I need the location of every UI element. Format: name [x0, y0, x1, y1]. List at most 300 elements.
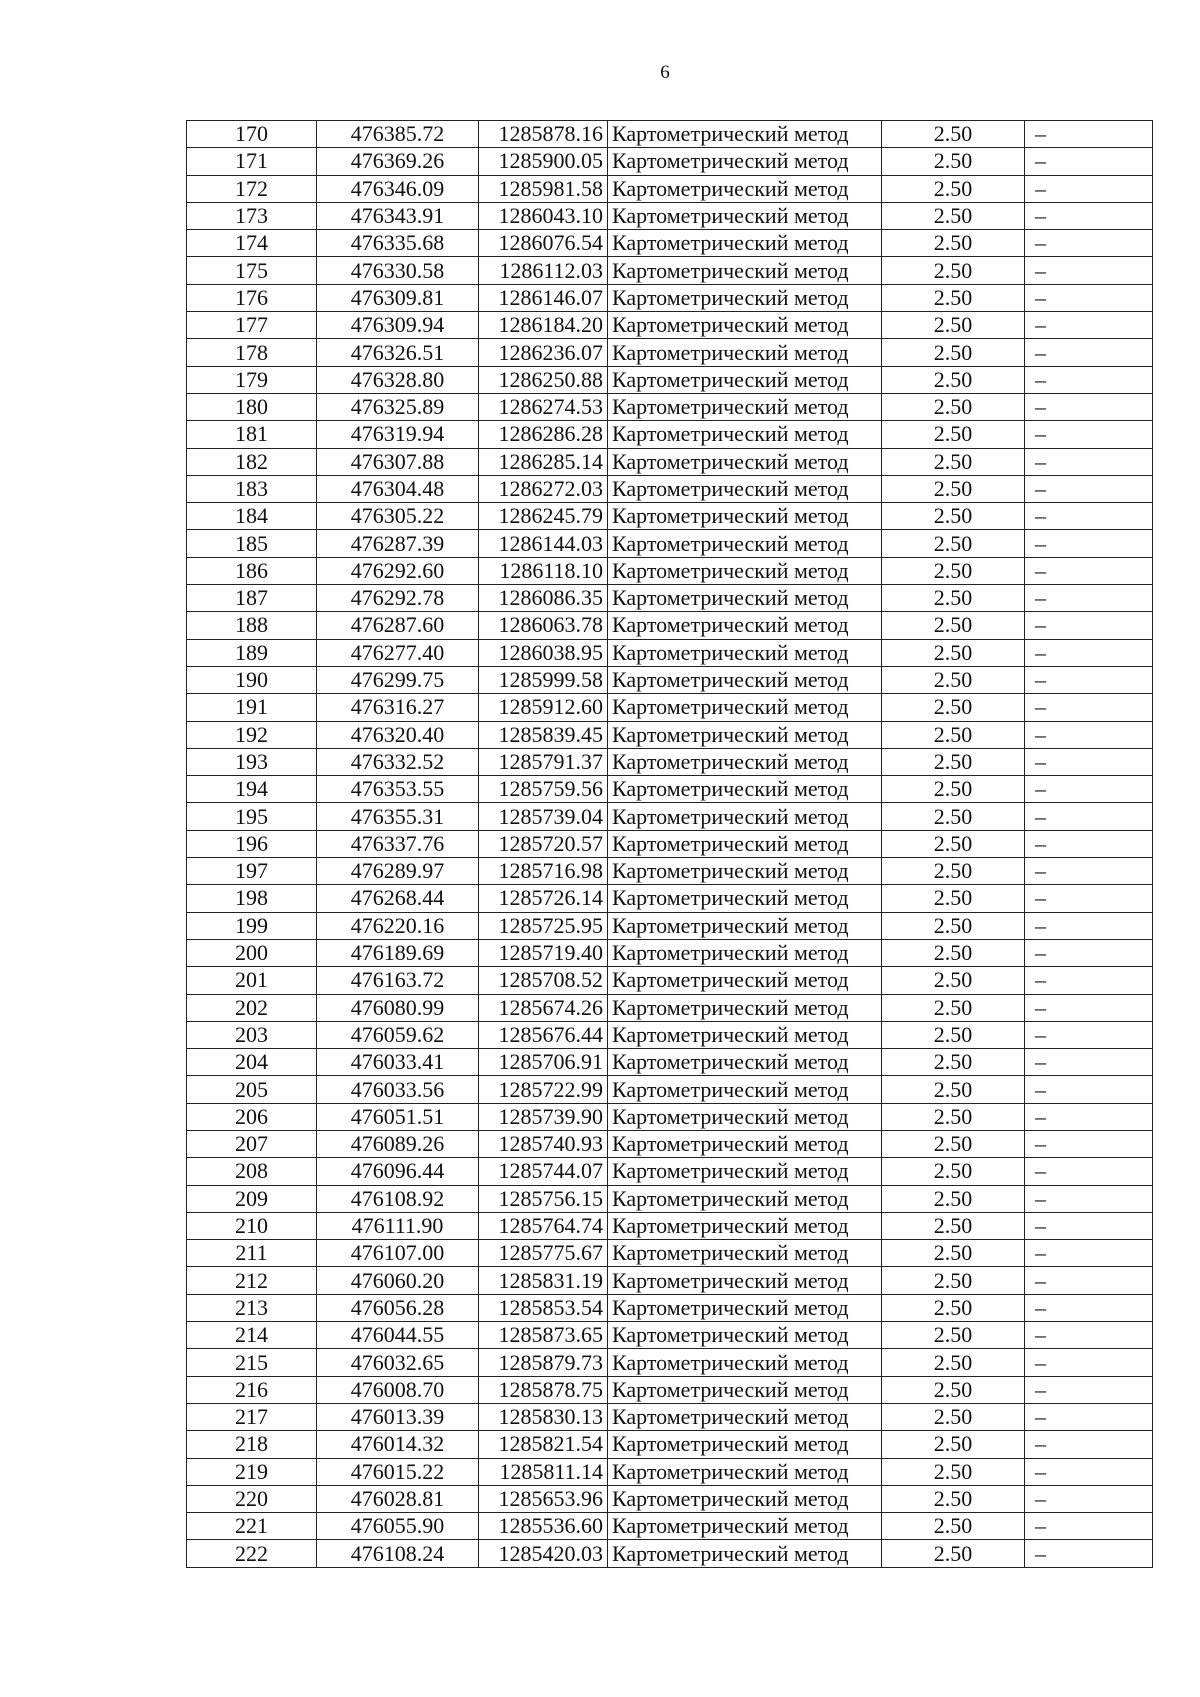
point-number-cell: 210 — [187, 1212, 317, 1239]
accuracy-cell: 2.50 — [882, 612, 1025, 639]
accuracy-cell: 2.50 — [882, 721, 1025, 748]
point-number-cell: 220 — [187, 1485, 317, 1512]
y-coordinate-cell: 1286236.07 — [479, 339, 608, 366]
accuracy-cell: 2.50 — [882, 339, 1025, 366]
description-cell: – — [1025, 503, 1153, 530]
x-coordinate-cell: 476319.94 — [317, 421, 479, 448]
table-row — [187, 257, 1153, 284]
x-coordinate-cell: 476089.26 — [317, 1130, 479, 1157]
y-coordinate-cell: 1285706.91 — [479, 1049, 608, 1076]
accuracy-cell: 2.50 — [882, 939, 1025, 966]
method-cell: Картометрический метод — [608, 148, 882, 175]
x-coordinate-cell: 476292.60 — [317, 557, 479, 584]
y-coordinate-cell: 1286038.95 — [479, 639, 608, 666]
accuracy-cell: 2.50 — [882, 448, 1025, 475]
accuracy-cell: 2.50 — [882, 1349, 1025, 1376]
accuracy-cell: 2.50 — [882, 1076, 1025, 1103]
accuracy-cell: 2.50 — [882, 1431, 1025, 1458]
accuracy-cell: 2.50 — [882, 1049, 1025, 1076]
x-coordinate-cell: 476044.55 — [317, 1322, 479, 1349]
method-cell: Картометрический метод — [608, 1540, 882, 1567]
accuracy-cell: 2.50 — [882, 503, 1025, 530]
table-row — [187, 557, 1153, 584]
description-cell: – — [1025, 1076, 1153, 1103]
table-row — [187, 858, 1153, 885]
method-cell: Картометрический метод — [608, 530, 882, 557]
y-coordinate-cell: 1285708.52 — [479, 967, 608, 994]
x-coordinate-cell: 476013.39 — [317, 1403, 479, 1430]
y-coordinate-cell: 1285900.05 — [479, 148, 608, 175]
table-row — [187, 1212, 1153, 1239]
x-coordinate-cell: 476328.80 — [317, 366, 479, 393]
method-cell: Картометрический метод — [608, 1049, 882, 1076]
x-coordinate-cell: 476055.90 — [317, 1513, 479, 1540]
method-cell: Картометрический метод — [608, 121, 882, 148]
method-cell: Картометрический метод — [608, 585, 882, 612]
point-number-cell: 186 — [187, 557, 317, 584]
point-number-cell: 195 — [187, 803, 317, 830]
x-coordinate-cell: 476096.44 — [317, 1158, 479, 1185]
description-cell: – — [1025, 912, 1153, 939]
method-cell: Картометрический метод — [608, 1103, 882, 1130]
point-number-cell: 174 — [187, 230, 317, 257]
table-row — [187, 530, 1153, 557]
description-cell: – — [1025, 939, 1153, 966]
x-coordinate-cell: 476060.20 — [317, 1267, 479, 1294]
x-coordinate-cell: 476337.76 — [317, 830, 479, 857]
point-number-cell: 221 — [187, 1513, 317, 1540]
accuracy-cell: 2.50 — [882, 530, 1025, 557]
y-coordinate-cell: 1286272.03 — [479, 475, 608, 502]
accuracy-cell: 2.50 — [882, 1540, 1025, 1567]
accuracy-cell: 2.50 — [882, 1376, 1025, 1403]
description-cell: – — [1025, 1267, 1153, 1294]
table-row — [187, 639, 1153, 666]
point-number-cell: 216 — [187, 1376, 317, 1403]
method-cell: Картометрический метод — [608, 967, 882, 994]
point-number-cell: 189 — [187, 639, 317, 666]
table-row — [187, 939, 1153, 966]
method-cell: Картометрический метод — [608, 1076, 882, 1103]
x-coordinate-cell: 476299.75 — [317, 666, 479, 693]
point-number-cell: 214 — [187, 1322, 317, 1349]
y-coordinate-cell: 1285811.14 — [479, 1458, 608, 1485]
x-coordinate-cell: 476108.92 — [317, 1185, 479, 1212]
y-coordinate-cell: 1285791.37 — [479, 748, 608, 775]
point-number-cell: 206 — [187, 1103, 317, 1130]
table-row — [187, 967, 1153, 994]
table-row — [187, 1513, 1153, 1540]
x-coordinate-cell: 476369.26 — [317, 148, 479, 175]
description-cell: – — [1025, 748, 1153, 775]
method-cell: Картометрический метод — [608, 393, 882, 420]
method-cell: Картометрический метод — [608, 230, 882, 257]
method-cell: Картометрический метод — [608, 912, 882, 939]
accuracy-cell: 2.50 — [882, 1158, 1025, 1185]
x-coordinate-cell: 476304.48 — [317, 475, 479, 502]
y-coordinate-cell: 1285831.19 — [479, 1267, 608, 1294]
method-cell: Картометрический метод — [608, 1376, 882, 1403]
table-row — [187, 393, 1153, 420]
description-cell: – — [1025, 721, 1153, 748]
y-coordinate-cell: 1286285.14 — [479, 448, 608, 475]
accuracy-cell: 2.50 — [882, 393, 1025, 420]
point-number-cell: 219 — [187, 1458, 317, 1485]
accuracy-cell: 2.50 — [882, 1240, 1025, 1267]
description-cell: – — [1025, 994, 1153, 1021]
description-cell: – — [1025, 284, 1153, 311]
y-coordinate-cell: 1285775.67 — [479, 1240, 608, 1267]
point-number-cell: 213 — [187, 1294, 317, 1321]
x-coordinate-cell: 476292.78 — [317, 585, 479, 612]
accuracy-cell: 2.50 — [882, 1403, 1025, 1430]
x-coordinate-cell: 476056.28 — [317, 1294, 479, 1321]
x-coordinate-cell: 476277.40 — [317, 639, 479, 666]
accuracy-cell: 2.50 — [882, 1130, 1025, 1157]
method-cell: Картометрический метод — [608, 1322, 882, 1349]
y-coordinate-cell: 1285420.03 — [479, 1540, 608, 1567]
description-cell: – — [1025, 830, 1153, 857]
x-coordinate-cell: 476307.88 — [317, 448, 479, 475]
table-row — [187, 1076, 1153, 1103]
description-cell: – — [1025, 639, 1153, 666]
x-coordinate-cell: 476309.94 — [317, 312, 479, 339]
point-number-cell: 199 — [187, 912, 317, 939]
table-row — [187, 448, 1153, 475]
x-coordinate-cell: 476108.24 — [317, 1540, 479, 1567]
table-row — [187, 121, 1153, 148]
accuracy-cell: 2.50 — [882, 475, 1025, 502]
method-cell: Картометрический метод — [608, 421, 882, 448]
table-row — [187, 721, 1153, 748]
table-row — [187, 230, 1153, 257]
y-coordinate-cell: 1285536.60 — [479, 1513, 608, 1540]
y-coordinate-cell: 1286184.20 — [479, 312, 608, 339]
y-coordinate-cell: 1286118.10 — [479, 557, 608, 584]
x-coordinate-cell: 476051.51 — [317, 1103, 479, 1130]
accuracy-cell: 2.50 — [882, 994, 1025, 1021]
table-row — [187, 612, 1153, 639]
point-number-cell: 194 — [187, 776, 317, 803]
accuracy-cell: 2.50 — [882, 639, 1025, 666]
description-cell: – — [1025, 339, 1153, 366]
description-cell: – — [1025, 1376, 1153, 1403]
method-cell: Картометрический метод — [608, 175, 882, 202]
x-coordinate-cell: 476326.51 — [317, 339, 479, 366]
description-cell: – — [1025, 1349, 1153, 1376]
point-number-cell: 203 — [187, 1021, 317, 1048]
table-row — [187, 202, 1153, 229]
table-row — [187, 694, 1153, 721]
table-row — [187, 912, 1153, 939]
x-coordinate-cell: 476163.72 — [317, 967, 479, 994]
description-cell: – — [1025, 1212, 1153, 1239]
y-coordinate-cell: 1285719.40 — [479, 939, 608, 966]
point-number-cell: 170 — [187, 121, 317, 148]
method-cell: Картометрический метод — [608, 1158, 882, 1185]
description-cell: – — [1025, 1185, 1153, 1212]
x-coordinate-cell: 476287.39 — [317, 530, 479, 557]
x-coordinate-cell: 476325.89 — [317, 393, 479, 420]
y-coordinate-cell: 1285726.14 — [479, 885, 608, 912]
point-number-cell: 178 — [187, 339, 317, 366]
description-cell: – — [1025, 803, 1153, 830]
table-row — [187, 1376, 1153, 1403]
y-coordinate-cell: 1285873.65 — [479, 1322, 608, 1349]
point-number-cell: 198 — [187, 885, 317, 912]
table-row — [187, 148, 1153, 175]
x-coordinate-cell: 476332.52 — [317, 748, 479, 775]
description-cell: – — [1025, 967, 1153, 994]
x-coordinate-cell: 476343.91 — [317, 202, 479, 229]
description-cell: – — [1025, 230, 1153, 257]
point-number-cell: 180 — [187, 393, 317, 420]
description-cell: – — [1025, 1513, 1153, 1540]
description-cell: – — [1025, 557, 1153, 584]
y-coordinate-cell: 1286144.03 — [479, 530, 608, 557]
table-row — [187, 284, 1153, 311]
x-coordinate-cell: 476355.31 — [317, 803, 479, 830]
table-row — [187, 1267, 1153, 1294]
method-cell: Картометрический метод — [608, 858, 882, 885]
accuracy-cell: 2.50 — [882, 1103, 1025, 1130]
table-row — [187, 475, 1153, 502]
method-cell: Картометрический метод — [608, 1130, 882, 1157]
x-coordinate-cell: 476353.55 — [317, 776, 479, 803]
table-row — [187, 885, 1153, 912]
coordinates-table-body — [187, 121, 1153, 1568]
table-row — [187, 366, 1153, 393]
point-number-cell: 172 — [187, 175, 317, 202]
description-cell: – — [1025, 312, 1153, 339]
accuracy-cell: 2.50 — [882, 967, 1025, 994]
point-number-cell: 196 — [187, 830, 317, 857]
point-number-cell: 181 — [187, 421, 317, 448]
y-coordinate-cell: 1286146.07 — [479, 284, 608, 311]
x-coordinate-cell: 476289.97 — [317, 858, 479, 885]
description-cell: – — [1025, 257, 1153, 284]
description-cell: – — [1025, 885, 1153, 912]
table-row — [187, 421, 1153, 448]
point-number-cell: 208 — [187, 1158, 317, 1185]
description-cell: – — [1025, 1485, 1153, 1512]
accuracy-cell: 2.50 — [882, 748, 1025, 775]
point-number-cell: 217 — [187, 1403, 317, 1430]
method-cell: Картометрический метод — [608, 1485, 882, 1512]
y-coordinate-cell: 1285756.15 — [479, 1185, 608, 1212]
method-cell: Картометрический метод — [608, 1458, 882, 1485]
accuracy-cell: 2.50 — [882, 803, 1025, 830]
y-coordinate-cell: 1285764.74 — [479, 1212, 608, 1239]
description-cell: – — [1025, 1322, 1153, 1349]
method-cell: Картометрический метод — [608, 1185, 882, 1212]
y-coordinate-cell: 1285759.56 — [479, 776, 608, 803]
point-number-cell: 184 — [187, 503, 317, 530]
accuracy-cell: 2.50 — [882, 257, 1025, 284]
table-row — [187, 1185, 1153, 1212]
x-coordinate-cell: 476346.09 — [317, 175, 479, 202]
description-cell: – — [1025, 1431, 1153, 1458]
y-coordinate-cell: 1285853.54 — [479, 1294, 608, 1321]
accuracy-cell: 2.50 — [882, 148, 1025, 175]
point-number-cell: 183 — [187, 475, 317, 502]
point-number-cell: 177 — [187, 312, 317, 339]
table-row — [187, 803, 1153, 830]
y-coordinate-cell: 1286286.28 — [479, 421, 608, 448]
y-coordinate-cell: 1286250.88 — [479, 366, 608, 393]
accuracy-cell: 2.50 — [882, 1021, 1025, 1048]
table-row — [187, 994, 1153, 1021]
table-row — [187, 585, 1153, 612]
y-coordinate-cell: 1285839.45 — [479, 721, 608, 748]
x-coordinate-cell: 476015.22 — [317, 1458, 479, 1485]
y-coordinate-cell: 1285674.26 — [479, 994, 608, 1021]
point-number-cell: 175 — [187, 257, 317, 284]
point-number-cell: 218 — [187, 1431, 317, 1458]
x-coordinate-cell: 476335.68 — [317, 230, 479, 257]
description-cell: – — [1025, 694, 1153, 721]
table-row — [187, 1458, 1153, 1485]
point-number-cell: 209 — [187, 1185, 317, 1212]
method-cell: Картометрический метод — [608, 748, 882, 775]
point-number-cell: 190 — [187, 666, 317, 693]
point-number-cell: 176 — [187, 284, 317, 311]
x-coordinate-cell: 476032.65 — [317, 1349, 479, 1376]
accuracy-cell: 2.50 — [882, 1212, 1025, 1239]
accuracy-cell: 2.50 — [882, 557, 1025, 584]
point-number-cell: 188 — [187, 612, 317, 639]
description-cell: – — [1025, 666, 1153, 693]
table-row — [187, 748, 1153, 775]
table-row — [187, 776, 1153, 803]
x-coordinate-cell: 476059.62 — [317, 1021, 479, 1048]
description-cell: – — [1025, 585, 1153, 612]
point-number-cell: 193 — [187, 748, 317, 775]
y-coordinate-cell: 1285821.54 — [479, 1431, 608, 1458]
description-cell: – — [1025, 530, 1153, 557]
method-cell: Картометрический метод — [608, 257, 882, 284]
y-coordinate-cell: 1285740.93 — [479, 1130, 608, 1157]
y-coordinate-cell: 1286043.10 — [479, 202, 608, 229]
x-coordinate-cell: 476287.60 — [317, 612, 479, 639]
point-number-cell: 205 — [187, 1076, 317, 1103]
accuracy-cell: 2.50 — [882, 666, 1025, 693]
method-cell: Картометрический метод — [608, 666, 882, 693]
accuracy-cell: 2.50 — [882, 858, 1025, 885]
description-cell: – — [1025, 202, 1153, 229]
y-coordinate-cell: 1285879.73 — [479, 1349, 608, 1376]
accuracy-cell: 2.50 — [882, 1485, 1025, 1512]
point-number-cell: 191 — [187, 694, 317, 721]
method-cell: Картометрический метод — [608, 994, 882, 1021]
y-coordinate-cell: 1285676.44 — [479, 1021, 608, 1048]
accuracy-cell: 2.50 — [882, 421, 1025, 448]
description-cell: – — [1025, 1458, 1153, 1485]
x-coordinate-cell: 476028.81 — [317, 1485, 479, 1512]
accuracy-cell: 2.50 — [882, 694, 1025, 721]
table-row — [187, 1294, 1153, 1321]
table-row — [187, 1403, 1153, 1430]
description-cell: – — [1025, 1103, 1153, 1130]
accuracy-cell: 2.50 — [882, 585, 1025, 612]
y-coordinate-cell: 1285720.57 — [479, 830, 608, 857]
description-cell: – — [1025, 1540, 1153, 1567]
point-number-cell: 207 — [187, 1130, 317, 1157]
y-coordinate-cell: 1285653.96 — [479, 1485, 608, 1512]
x-coordinate-cell: 476220.16 — [317, 912, 479, 939]
description-cell: – — [1025, 1240, 1153, 1267]
x-coordinate-cell: 476033.41 — [317, 1049, 479, 1076]
y-coordinate-cell: 1285744.07 — [479, 1158, 608, 1185]
x-coordinate-cell: 476305.22 — [317, 503, 479, 530]
x-coordinate-cell: 476111.90 — [317, 1212, 479, 1239]
method-cell: Картометрический метод — [608, 1021, 882, 1048]
y-coordinate-cell: 1285722.99 — [479, 1076, 608, 1103]
y-coordinate-cell: 1285739.04 — [479, 803, 608, 830]
table-row — [187, 339, 1153, 366]
x-coordinate-cell: 476330.58 — [317, 257, 479, 284]
page-number: 6 — [660, 62, 670, 83]
description-cell: – — [1025, 1403, 1153, 1430]
method-cell: Картометрический метод — [608, 284, 882, 311]
description-cell: – — [1025, 121, 1153, 148]
point-number-cell: 192 — [187, 721, 317, 748]
x-coordinate-cell: 476385.72 — [317, 121, 479, 148]
accuracy-cell: 2.50 — [882, 1458, 1025, 1485]
method-cell: Картометрический метод — [608, 1513, 882, 1540]
method-cell: Картометрический метод — [608, 448, 882, 475]
description-cell: – — [1025, 366, 1153, 393]
description-cell: – — [1025, 393, 1153, 420]
description-cell: – — [1025, 1021, 1153, 1048]
description-cell: – — [1025, 1158, 1153, 1185]
table-row — [187, 1049, 1153, 1076]
description-cell: – — [1025, 776, 1153, 803]
accuracy-cell: 2.50 — [882, 230, 1025, 257]
method-cell: Картометрический метод — [608, 885, 882, 912]
accuracy-cell: 2.50 — [882, 1322, 1025, 1349]
description-cell: – — [1025, 858, 1153, 885]
y-coordinate-cell: 1286086.35 — [479, 585, 608, 612]
description-cell: – — [1025, 148, 1153, 175]
point-number-cell: 179 — [187, 366, 317, 393]
table-row — [187, 1103, 1153, 1130]
method-cell: Картометрический метод — [608, 1267, 882, 1294]
description-cell: – — [1025, 448, 1153, 475]
x-coordinate-cell: 476189.69 — [317, 939, 479, 966]
table-row — [187, 666, 1153, 693]
method-cell: Картометрический метод — [608, 1349, 882, 1376]
method-cell: Картометрический метод — [608, 339, 882, 366]
y-coordinate-cell: 1285999.58 — [479, 666, 608, 693]
accuracy-cell: 2.50 — [882, 284, 1025, 311]
accuracy-cell: 2.50 — [882, 776, 1025, 803]
y-coordinate-cell: 1285739.90 — [479, 1103, 608, 1130]
point-number-cell: 182 — [187, 448, 317, 475]
accuracy-cell: 2.50 — [882, 312, 1025, 339]
x-coordinate-cell: 476268.44 — [317, 885, 479, 912]
table-row — [187, 830, 1153, 857]
method-cell: Картометрический метод — [608, 475, 882, 502]
method-cell: Картометрический метод — [608, 557, 882, 584]
method-cell: Картометрический метод — [608, 803, 882, 830]
description-cell: – — [1025, 175, 1153, 202]
method-cell: Картометрический метод — [608, 639, 882, 666]
y-coordinate-cell: 1285912.60 — [479, 694, 608, 721]
x-coordinate-cell: 476008.70 — [317, 1376, 479, 1403]
accuracy-cell: 2.50 — [882, 366, 1025, 393]
y-coordinate-cell: 1286112.03 — [479, 257, 608, 284]
